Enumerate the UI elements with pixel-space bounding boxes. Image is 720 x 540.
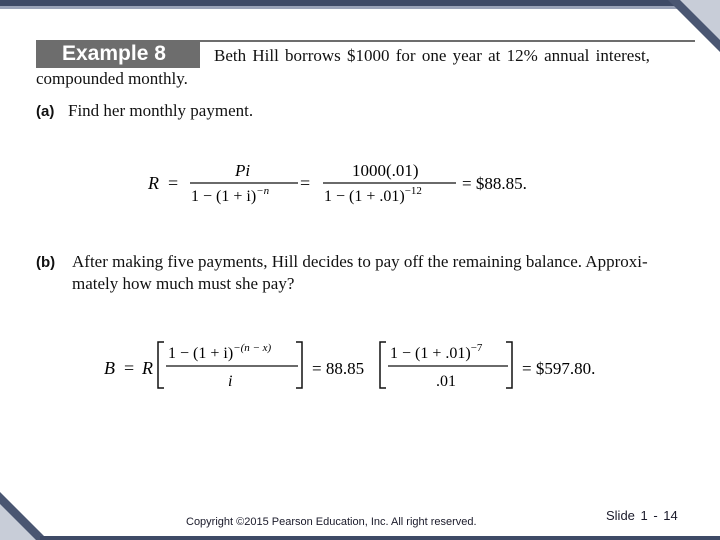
- formula-b-lhs: B: [104, 358, 115, 378]
- formula-a-frac1-num: Pi: [235, 161, 251, 180]
- formula-a-frac2-den: $1 - (1 + .01)^{-12}$: [324, 185, 422, 205]
- formula-b-frac2-num: $1 - (1 + .01)^{-7}$: [390, 342, 483, 362]
- formula-b-right-bracket-1: [296, 342, 302, 388]
- part-a-formula: [140, 155, 560, 215]
- part-b-question-line2: mately how much must she pay?: [72, 274, 295, 293]
- bottom-border-bar: [40, 536, 720, 540]
- part-a-question: Find her monthly payment.: [68, 101, 254, 120]
- bottom-left-corner-accent: [0, 504, 36, 540]
- example-intro-line2: compounded monthly.: [36, 69, 188, 88]
- formula-b-frac1-num: $1 - (1 + i)^{-(n - x)}$: [168, 342, 272, 362]
- formula-b-frac1-den: i: [228, 373, 233, 390]
- top-border-accent: [0, 6, 690, 9]
- formula-a-eq2: =: [300, 173, 311, 193]
- example-rule: [200, 40, 695, 42]
- part-b-label: (b): [36, 254, 56, 271]
- formula-a-frac1-den: $1 - (1 + i)^{-n}$: [191, 185, 270, 205]
- example-intro-line1: Beth Hill borrows $1000 for one year at 12% annual interest,: [214, 46, 650, 65]
- formula-a-lhs: R: [148, 173, 159, 193]
- part-a-label: (a): [36, 103, 55, 120]
- formula-b-r: R: [142, 358, 153, 378]
- top-right-corner-accent: [680, 0, 720, 40]
- part-b-formula: [98, 336, 638, 396]
- example-tag: Example 8: [36, 40, 200, 68]
- formula-b-right-bracket-2: [506, 342, 512, 388]
- formula-b-mid: = 88.85: [312, 359, 365, 378]
- formula-b-left-bracket-2: [380, 342, 386, 388]
- formula-a-result: = $88.85.: [462, 174, 527, 193]
- formula-b-left-bracket-1: [158, 342, 164, 388]
- formula-b-result: = $597.80.: [522, 359, 596, 378]
- formula-a-eq: =: [168, 173, 179, 193]
- footer-slide-number: Slide 1 - 14: [606, 508, 678, 523]
- formula-b-eq: =: [124, 358, 135, 378]
- formula-a-frac2-num: 1000(.01): [352, 161, 419, 180]
- footer-copyright: Copyright ©2015 Pearson Education, Inc. All right reserved.: [186, 516, 477, 528]
- formula-b-frac2-den: .01: [436, 373, 456, 390]
- part-b-question-line1: After making five payments, Hill decides to pay off the remaining balance. Approxi-: [72, 252, 648, 271]
